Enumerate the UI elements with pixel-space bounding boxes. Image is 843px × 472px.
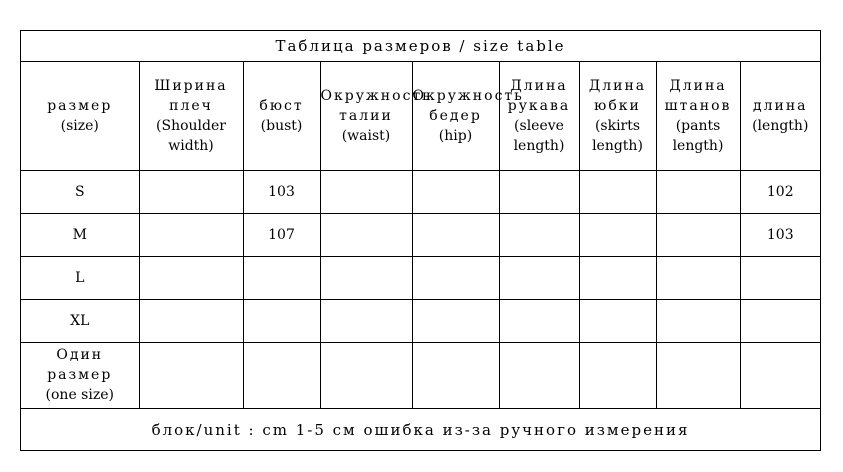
length-cell: 103 bbox=[740, 213, 820, 256]
skirt-cell bbox=[579, 170, 656, 213]
table-row bbox=[21, 342, 820, 408]
header-pants: Длина штанов (pants length) bbox=[656, 62, 740, 170]
shoulder-cell bbox=[139, 299, 243, 342]
sleeve-cell bbox=[499, 213, 579, 256]
length-cell bbox=[740, 256, 820, 299]
waist-cell bbox=[320, 170, 412, 213]
header-shoulder: Ширина плеч (Shoulder width) bbox=[139, 62, 243, 170]
waist-cell bbox=[320, 256, 412, 299]
pants-cell bbox=[656, 256, 740, 299]
header-row bbox=[21, 62, 820, 170]
hip-cell bbox=[412, 342, 499, 408]
shoulder-cell bbox=[139, 342, 243, 408]
pants-cell bbox=[656, 299, 740, 342]
header-size: размер (size) bbox=[21, 62, 139, 170]
table-title: Таблица размеров / size table bbox=[21, 31, 820, 62]
skirt-cell bbox=[579, 342, 656, 408]
header-waist: Окружность талии (waist) bbox=[320, 62, 412, 170]
hip-cell bbox=[412, 170, 499, 213]
header-hip: Окружность бедер (hip) bbox=[412, 62, 499, 170]
table-row bbox=[21, 256, 820, 299]
pants-cell bbox=[656, 170, 740, 213]
pants-cell bbox=[656, 213, 740, 256]
table-row bbox=[21, 299, 820, 342]
length-cell bbox=[740, 342, 820, 408]
shoulder-cell bbox=[139, 256, 243, 299]
shoulder-cell bbox=[139, 170, 243, 213]
header-sleeve: Длина рукава (sleeve length) bbox=[499, 62, 579, 170]
size-cell: Один размер (one size) bbox=[21, 342, 139, 408]
size-grid bbox=[21, 62, 820, 409]
bust-cell bbox=[243, 342, 320, 408]
table-row bbox=[21, 213, 820, 256]
bust-cell: 107 bbox=[243, 213, 320, 256]
sleeve-cell bbox=[499, 170, 579, 213]
hip-cell bbox=[412, 213, 499, 256]
length-cell bbox=[740, 299, 820, 342]
header-skirt: Длина юбки (skirts length) bbox=[579, 62, 656, 170]
bust-cell: 103 bbox=[243, 170, 320, 213]
size-cell: S bbox=[21, 170, 139, 213]
waist-cell bbox=[320, 213, 412, 256]
length-cell: 102 bbox=[740, 170, 820, 213]
bust-cell bbox=[243, 299, 320, 342]
hip-cell bbox=[412, 299, 499, 342]
waist-cell bbox=[320, 299, 412, 342]
table-row bbox=[21, 170, 820, 213]
skirt-cell bbox=[579, 256, 656, 299]
size-cell: L bbox=[21, 256, 139, 299]
bust-cell bbox=[243, 256, 320, 299]
skirt-cell bbox=[579, 299, 656, 342]
size-table bbox=[20, 30, 821, 451]
table-footer-note: блок/unit : cm 1-5 см ошибка из-за ручного измерения bbox=[21, 408, 820, 450]
header-bust: бюст (bust) bbox=[243, 62, 320, 170]
header-length: длина (length) bbox=[740, 62, 820, 170]
hip-cell bbox=[412, 256, 499, 299]
size-cell: XL bbox=[21, 299, 139, 342]
shoulder-cell bbox=[139, 213, 243, 256]
size-cell: M bbox=[21, 213, 139, 256]
sleeve-cell bbox=[499, 256, 579, 299]
waist-cell bbox=[320, 342, 412, 408]
skirt-cell bbox=[579, 213, 656, 256]
sleeve-cell bbox=[499, 342, 579, 408]
pants-cell bbox=[656, 342, 740, 408]
sleeve-cell bbox=[499, 299, 579, 342]
